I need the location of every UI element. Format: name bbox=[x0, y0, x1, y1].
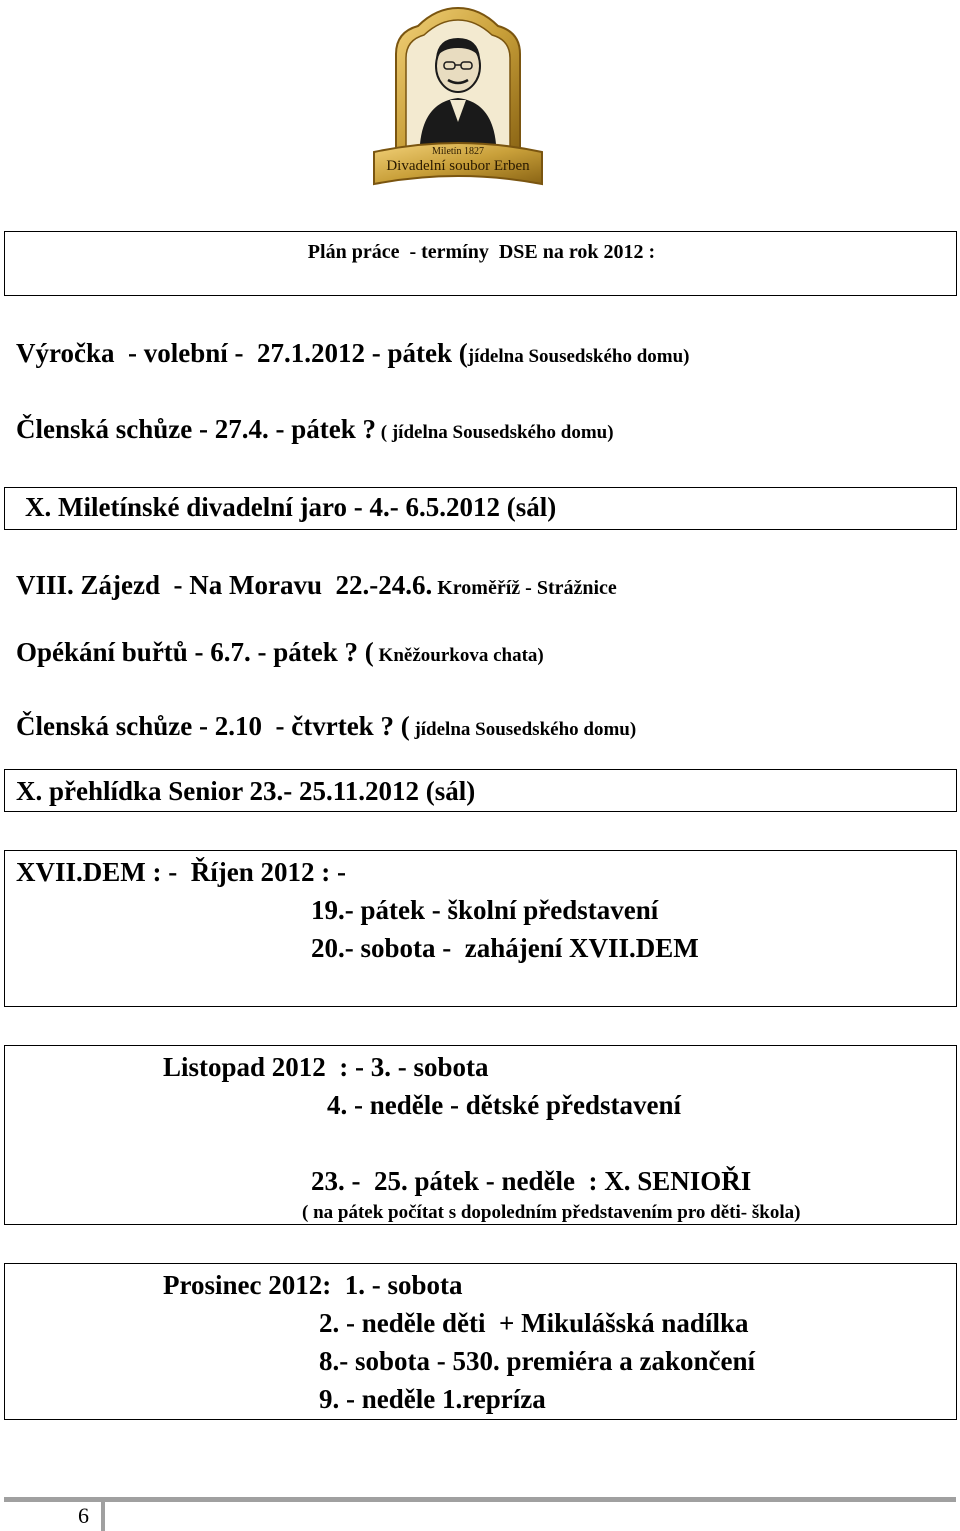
theatre-logo bbox=[366, 4, 550, 188]
prehlidka-text: X. přehlídka Senior 23.- 25.11.2012 (sál) bbox=[16, 776, 476, 806]
schuze1-note: ( jídelna Sousedského domu) bbox=[376, 422, 614, 443]
footer-rule bbox=[4, 1497, 956, 1502]
opekani-note: Kněžourkova chata) bbox=[373, 645, 544, 666]
dem-item-2: 20.- sobota - zahájení XVII.DEM bbox=[311, 933, 699, 963]
header-box bbox=[4, 231, 957, 296]
logo-year-text: Miletín 1827 bbox=[432, 146, 484, 157]
listopad-line-3: 23. - 25. pátek - neděle : X. SENIOŘI bbox=[311, 1166, 752, 1196]
vyrocka-note: jídelna Sousedského domu) bbox=[467, 346, 690, 367]
prosinec-box bbox=[4, 1263, 957, 1420]
zajezd-main: VIII. Zájezd - Na Moravu 22.-24.6. bbox=[16, 570, 433, 600]
zajezd-note: Kroměříž - Strážnice bbox=[432, 577, 617, 599]
line-schuze-1 bbox=[16, 416, 614, 443]
listopad-line-2: 4. - neděle - dětské představení bbox=[327, 1090, 681, 1120]
schuze2-main: Členská schůze - 2.10 - čtvrtek ? ( bbox=[16, 711, 410, 741]
vyrocka-main: Výročka - volební - 27.1.2012 - pátek ( bbox=[16, 338, 468, 368]
footer-tick bbox=[101, 1497, 105, 1531]
prehlidka-box bbox=[4, 769, 957, 812]
dem-box bbox=[4, 850, 957, 1007]
listopad-box bbox=[4, 1045, 957, 1225]
page-title: Plán práce - termíny DSE na rok 2012 : bbox=[307, 241, 656, 263]
line-vyrocka bbox=[16, 340, 689, 367]
page-number: 6 bbox=[78, 1503, 89, 1528]
prosinec-line-1: Prosinec 2012: 1. - sobota bbox=[163, 1270, 463, 1300]
jaro-box bbox=[4, 487, 957, 530]
schuze1-main: Členská schůze - 27.4. - pátek ? bbox=[16, 414, 377, 444]
schuze2-note: jídelna Sousedského domu) bbox=[409, 719, 637, 740]
jaro-text: X. Miletínské divadelní jaro - 4.- 6.5.2012 (sál) bbox=[25, 492, 557, 522]
listopad-line-1: Listopad 2012 : - 3. - sobota bbox=[163, 1052, 489, 1082]
prosinec-line-2: 2. - neděle děti + Mikulášská nadílka bbox=[319, 1308, 749, 1338]
listopad-note: ( na pátek počítat s dopoledním představením pro děti- škola) bbox=[302, 1202, 801, 1223]
dem-header: XVII.DEM : - Říjen 2012 : - bbox=[16, 857, 346, 887]
line-schuze-2 bbox=[16, 713, 636, 740]
line-zajezd bbox=[16, 572, 617, 599]
opekani-main: Opékání buřtů - 6.7. - pátek ? ( bbox=[16, 637, 374, 667]
logo-name-text: Divadelní soubor Erben bbox=[386, 158, 530, 174]
prosinec-line-3: 8.- sobota - 530. premiéra a zakončení bbox=[319, 1346, 755, 1376]
prosinec-line-4: 9. - neděle 1.repríza bbox=[319, 1384, 546, 1414]
dem-item-1: 19.- pátek - školní představení bbox=[311, 895, 659, 925]
line-opekani bbox=[16, 639, 544, 666]
